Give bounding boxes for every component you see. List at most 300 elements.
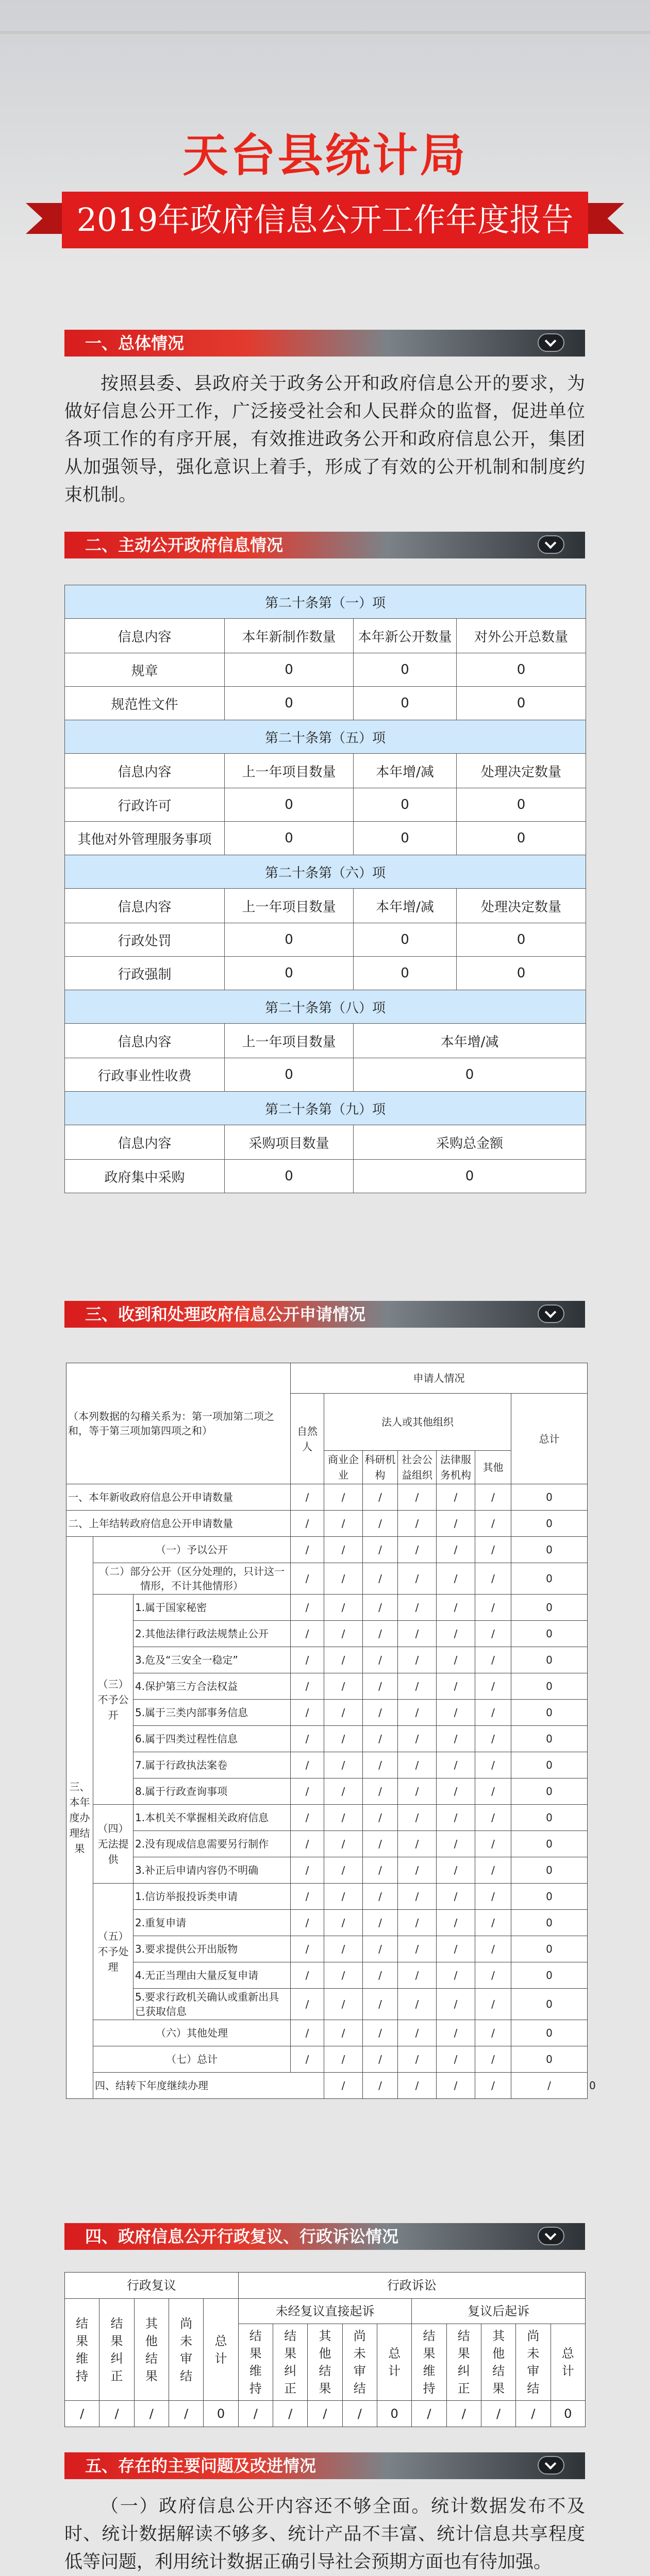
cell: /: [324, 1962, 363, 1989]
cell: /: [475, 1962, 511, 1989]
chevron-down-icon[interactable]: [538, 2227, 564, 2245]
cell-total: 0: [511, 1484, 588, 1511]
column-header: 结果维持: [412, 2324, 446, 2401]
cell: /: [363, 1484, 398, 1511]
cell: /: [342, 2401, 377, 2427]
cell: /: [291, 1962, 324, 1989]
cell: /: [324, 1805, 363, 1831]
row-label: 3.危及“三安全一稳定”: [134, 1647, 291, 1673]
cell: 0: [225, 1160, 354, 1193]
cell-total: 0: [511, 1673, 588, 1700]
cell: /: [324, 1936, 363, 1962]
cell: /: [291, 1910, 324, 1936]
cell: /: [475, 1511, 511, 1537]
page-title: 天台县统计局: [182, 129, 468, 182]
row-label: 4.无正当理由大量反复申请: [134, 1962, 291, 1989]
cell: /: [398, 1778, 437, 1805]
cell: /: [324, 1778, 363, 1805]
cell: /: [324, 1484, 363, 1511]
cell: /: [324, 2073, 363, 2099]
cell: 0: [354, 788, 457, 822]
cell: /: [437, 1805, 475, 1831]
row-label: 3.要求提供公开出版物: [134, 1936, 291, 1962]
group-title: 第二十条第（一）项: [65, 585, 586, 619]
cell: 0: [354, 687, 457, 720]
cell: /: [437, 1511, 475, 1537]
cell: /: [324, 1726, 363, 1752]
column-header: 信息内容: [65, 754, 225, 788]
cell: /: [475, 1910, 511, 1936]
row-label: 1.本机关不掌握相关政府信息: [134, 1805, 291, 1831]
cell: /: [363, 2046, 398, 2073]
column-header: 结果纠正: [99, 2299, 134, 2401]
cell-total: 0: [511, 1910, 588, 1936]
cell-total: 0: [511, 1857, 588, 1884]
row-label: 3.补正后申请内容仍不明确: [134, 1857, 291, 1884]
cell: /: [291, 1700, 324, 1726]
column-header: 尚未审结: [342, 2324, 377, 2401]
cell: /: [475, 1673, 511, 1700]
cell: /: [437, 1857, 475, 1884]
cell: /: [291, 1857, 324, 1884]
cell: /: [398, 1884, 437, 1910]
cell: /: [324, 1910, 363, 1936]
cell-total: 0: [511, 1962, 588, 1989]
cell: /: [437, 1752, 475, 1778]
cell: /: [398, 1647, 437, 1673]
cell: /: [324, 2046, 363, 2073]
cell: /: [291, 1726, 324, 1752]
group-title: 第二十条第（九）项: [65, 1092, 586, 1125]
cell: /: [291, 1484, 324, 1511]
row-label: 2.没有现成信息需要另行制作: [134, 1831, 291, 1857]
cell: /: [398, 1673, 437, 1700]
cell: /: [437, 1910, 475, 1936]
cell: /: [363, 1910, 398, 1936]
column-header: 结果维持: [65, 2299, 99, 2401]
cell: /: [291, 1752, 324, 1778]
cell-total: 0: [511, 1778, 588, 1805]
cell: /: [291, 1936, 324, 1962]
column-header: 上一年项目数量: [225, 889, 354, 923]
cell: /: [324, 1752, 363, 1778]
cell: /: [437, 1936, 475, 1962]
cell: /: [324, 1621, 363, 1647]
cell: /: [291, 1647, 324, 1673]
cell: /: [481, 2401, 515, 2427]
cell: 0: [457, 788, 586, 822]
group-title: 第二十条第（五）项: [65, 720, 586, 754]
column-header: 上一年项目数量: [225, 1024, 354, 1058]
cell-total: 0: [511, 1989, 588, 2020]
overview-paragraph: 按照县委、县政府关于政务公开和政府信息公开的要求，为做好信息公开工作，广泛接受社会和人民群众的监督，促进单位各项工作的有序开展，有效推进政务公开和政府信息公开，集团从加强领导，强化意识上着手，形成了有效的公开机制和制度约束机制。: [64, 374, 585, 505]
cell: /: [398, 1910, 437, 1936]
cell: /: [324, 1595, 363, 1621]
cell: /: [516, 2401, 551, 2427]
active-disclosure-table: [64, 585, 586, 1193]
cell: /: [475, 1726, 511, 1752]
subgroup-label: （五）不予处理: [93, 1884, 134, 2020]
row-label: 2.其他法律行政法规禁止公开: [134, 1621, 291, 1647]
column-header: 尚未审结: [516, 2324, 551, 2401]
cell: 0: [457, 822, 586, 855]
column-header: 本年新制作数量: [225, 619, 354, 653]
cell-total: 0: [511, 1884, 588, 1910]
section-label: 一、总体情况: [85, 333, 185, 353]
row-label: 2.重复申请: [134, 1910, 291, 1936]
problem-paragraph: （一）政府信息公开内容还不够全面。统计数据发布不及时、统计数据解读不够多、统计产品不丰富、统计信息共享程度低等问题，利用统计数据正确引导社会预期方面也有待加强。: [64, 2496, 585, 2572]
cell-total: 0: [511, 1511, 588, 1537]
row-label: （二）部分公开（区分处理的，只计这一情形，不计其他情形）: [93, 1563, 291, 1595]
column-header: 上一年项目数量: [225, 754, 354, 788]
cell: /: [437, 1962, 475, 1989]
cell: /: [169, 2401, 203, 2427]
column-header: 信息内容: [65, 619, 225, 653]
cell: /: [99, 2401, 134, 2427]
cell: /: [291, 1831, 324, 1857]
column-header: 行政复议: [65, 2273, 239, 2299]
column-header: 结果纠正: [273, 2324, 307, 2401]
column-header: 总计: [551, 2324, 585, 2401]
cell: /: [65, 2401, 99, 2427]
cell: /: [475, 2020, 511, 2046]
cell: /: [324, 1989, 363, 2020]
group-label: 三、本年度办理结果: [66, 1537, 93, 2099]
cell: 0: [457, 957, 586, 990]
column-header: 科研机构: [363, 1451, 398, 1484]
cell: /: [475, 1563, 511, 1595]
column-header: 本年新公开数量: [354, 619, 457, 653]
cell: 0: [225, 653, 354, 687]
row-label: 其他对外管理服务事项: [65, 822, 225, 855]
cell: /: [475, 1484, 511, 1511]
cell: /: [398, 1805, 437, 1831]
cell: /: [363, 1962, 398, 1989]
cell-total: 0: [511, 1936, 588, 1962]
cell: /: [437, 1778, 475, 1805]
row-label: （一）予以公开: [93, 1537, 291, 1563]
section-label: 三、收到和处理政府信息公开申请情况: [85, 1304, 366, 1324]
row-label: （七）总计: [93, 2046, 291, 2073]
column-header: 法人或其他组织: [324, 1394, 511, 1451]
cell: 0: [225, 788, 354, 822]
chevron-down-icon[interactable]: [538, 535, 564, 554]
cell: /: [398, 1537, 437, 1563]
cell: /: [291, 2046, 324, 2073]
column-header: 总计: [511, 1394, 588, 1484]
column-header: 其他结果: [134, 2299, 169, 2401]
cell: /: [437, 1537, 475, 1563]
review-lawsuit-table: [64, 2272, 586, 2427]
cell: /: [363, 1537, 398, 1563]
cell-total: 0: [511, 1647, 588, 1673]
cell: /: [363, 1884, 398, 1910]
section-header-applications[interactable]: [64, 1301, 585, 1328]
group-title: 第二十条第（六）项: [65, 855, 586, 889]
section-header-review[interactable]: [64, 2223, 585, 2250]
column-header: 处理决定数量: [457, 889, 586, 923]
cell: /: [324, 1537, 363, 1563]
cell: /: [291, 1537, 324, 1563]
cell: /: [437, 1595, 475, 1621]
cell: /: [363, 1726, 398, 1752]
cell: 0: [457, 687, 586, 720]
cell: /: [291, 1511, 324, 1537]
cell: /: [363, 1805, 398, 1831]
cell: /: [324, 1511, 363, 1537]
column-header: 其他: [475, 1451, 511, 1484]
cell: 0: [225, 957, 354, 990]
cell: /: [437, 1726, 475, 1752]
cell: /: [398, 1511, 437, 1537]
row-label: 7.属于行政执法案卷: [134, 1752, 291, 1778]
row-label: 二、上年结转政府信息公开申请数量: [66, 1511, 291, 1537]
cell-total: 0: [511, 1831, 588, 1857]
cell: /: [475, 1989, 511, 2020]
cell: /: [238, 2401, 273, 2427]
row-label: 6.属于四类过程性信息: [134, 1726, 291, 1752]
cell-total: 0: [511, 1726, 588, 1752]
cell: /: [363, 1595, 398, 1621]
cell: /: [324, 1563, 363, 1595]
cell: /: [363, 1647, 398, 1673]
cell: /: [475, 2046, 511, 2073]
cell: /: [475, 1700, 511, 1726]
cell: /: [398, 1726, 437, 1752]
cell: /: [437, 1700, 475, 1726]
column-header: 信息内容: [65, 1125, 225, 1160]
column-header: 本年增/减: [354, 1024, 586, 1058]
cell: /: [291, 1563, 324, 1595]
cell: 0: [225, 923, 354, 957]
cell: /: [324, 1831, 363, 1857]
cell: /: [291, 1884, 324, 1910]
cell-total: 0: [511, 1595, 588, 1621]
group-title: 第二十条第（八）项: [65, 990, 586, 1024]
section-label: 五、存在的主要问题及改进情况: [85, 2456, 316, 2476]
cell: /: [475, 1936, 511, 1962]
column-header: 其他结果: [481, 2324, 515, 2401]
cell: /: [475, 2073, 511, 2099]
cell: /: [308, 2401, 342, 2427]
cell: /: [398, 2073, 437, 2099]
column-header: 其他结果: [308, 2324, 342, 2401]
cell: /: [363, 1563, 398, 1595]
row-label: 行政强制: [65, 957, 225, 990]
cell: /: [475, 1884, 511, 1910]
cell: /: [324, 2020, 363, 2046]
cell: /: [437, 1647, 475, 1673]
cell: /: [134, 2401, 169, 2427]
row-label: 5.要求行政机关确认或重新出具已获取信息: [134, 1989, 291, 2020]
cell: /: [475, 1778, 511, 1805]
cell: /: [437, 1673, 475, 1700]
cell: /: [475, 1831, 511, 1857]
cell: /: [291, 1989, 324, 2020]
row-label: 规范性文件: [65, 687, 225, 720]
problems-paragraphs: [64, 2493, 585, 2576]
cell: /: [437, 1484, 475, 1511]
cell: /: [363, 1778, 398, 1805]
cell: /: [363, 2020, 398, 2046]
row-label: 1.属于国家秘密: [134, 1595, 291, 1621]
column-header: 复议后起诉: [412, 2299, 586, 2324]
column-header: 社会公益组织: [398, 1451, 437, 1484]
cell: /: [437, 1831, 475, 1857]
top-stripe: [0, 31, 650, 34]
section-header-overview[interactable]: [64, 330, 585, 357]
column-header: 行政诉讼: [238, 2273, 585, 2299]
cell: 0: [225, 1058, 354, 1092]
cell-total: 0: [511, 1805, 588, 1831]
row-label: 5.属于三类内部事务信息: [134, 1700, 291, 1726]
cell-total: 0: [511, 1621, 588, 1647]
cell: /: [363, 1673, 398, 1700]
column-header: 采购总金额: [354, 1125, 586, 1160]
cell: /: [291, 1673, 324, 1700]
cell: /: [363, 1511, 398, 1537]
chevron-down-icon[interactable]: [538, 2456, 564, 2475]
cell-total: 0: [511, 2020, 588, 2046]
cell: /: [291, 1595, 324, 1621]
cell: /: [398, 1962, 437, 1989]
cell: /: [291, 1621, 324, 1647]
cell: /: [437, 1563, 475, 1595]
cell: 0: [225, 822, 354, 855]
column-header: 本年增/减: [354, 754, 457, 788]
row-label: 四、结转下年度继续办理: [93, 2073, 324, 2099]
table-note: （本列数据的勾稽关系为：第一项加第二项之和，等于第三项加第四项之和）: [66, 1363, 291, 1484]
column-header: 结果纠正: [446, 2324, 481, 2401]
cell: /: [363, 2073, 398, 2099]
cell: /: [475, 1595, 511, 1621]
column-header: 结果维持: [238, 2324, 273, 2401]
cell: /: [324, 1673, 363, 1700]
subgroup-label: （四）无法提供: [93, 1805, 134, 1884]
cell: 0: [225, 687, 354, 720]
subtitle-banner: [26, 192, 624, 248]
cell: 0: [354, 653, 457, 687]
cell: /: [363, 1621, 398, 1647]
cell: /: [475, 1857, 511, 1884]
section-label: 四、政府信息公开行政复议、行政诉讼情况: [85, 2227, 399, 2246]
cell: /: [363, 1700, 398, 1726]
cell: /: [398, 1989, 437, 2020]
cell: /: [398, 1752, 437, 1778]
cell: /: [511, 2073, 588, 2099]
cell: /: [291, 1778, 324, 1805]
report-subtitle: 2019年政府信息公开工作年度报告: [76, 201, 574, 239]
row-label: 8.属于行政查询事项: [134, 1778, 291, 1805]
cell: /: [475, 1805, 511, 1831]
cell: /: [437, 2046, 475, 2073]
column-header: 未经复议直接起诉: [238, 2299, 412, 2324]
section-header-problems[interactable]: [64, 2452, 585, 2479]
row-label: 政府集中采购: [65, 1160, 225, 1193]
column-header: 对外公开总数量: [457, 619, 586, 653]
cell: 0: [457, 923, 586, 957]
cell-total: 0: [511, 2046, 588, 2073]
column-header: 自然人: [291, 1394, 324, 1484]
row-label: （六）其他处理: [93, 2020, 291, 2046]
cell: /: [475, 1647, 511, 1673]
row-label: 规章: [65, 653, 225, 687]
column-header: 总计: [204, 2299, 238, 2401]
cell: /: [398, 2020, 437, 2046]
cell: /: [398, 1700, 437, 1726]
cell: 0: [551, 2401, 585, 2427]
column-header: 总计: [377, 2324, 411, 2401]
cell: 0: [354, 1058, 586, 1092]
subgroup-label: （三）不予公开: [93, 1595, 134, 1805]
cell: /: [437, 2020, 475, 2046]
applications-table: （本列数据的勾稽关系为：第一项加第二项之和，等于第三项加第四项之和） 申请人情况 自然人 法人或其他组织 总计 商业企业 科研机构 社会公益组织 法律服务机构 其他 一、本年新收政府信息公开申请数量 / / / / / / 0 二、上年结转政府信息公开申请数量 / / / / / / 0 三、本年度办理结果 （一）予以公开 / / / / / / 0 （二）部分公开（区分处理的，只计这一情形，不计其他情形） / / / / / / 0 （三）不予公开 1.属于国家秘密 / / / / / / 0 2.其他法律行政法规禁止公开 / / / / / / 0 3.危及“三安全一稳定” / / / / / / 0 4.保护第三方合法权益 / / / / / / 0 5.属于三类内部事务信息 / / / / / / 0 6.属于四类过程性信息 / / / / / / 0 7.属于行政执法案卷 / / / / / / 0 8.属于行政查询事项 / / / / / / 0 （四）无法提供 1.本机关不掌握相关政府信息 / / / / / / 0 2.没有现成信息需要另行制作 / / / / / / 0 3.补正后申请内容仍不明确 / / / / / / 0 （五）不予处理 1.信访举报投诉类申请 / / / / / / 0 2.重复申请 / / / / / / 0 3.要求提供公开出版物 / / / / / / 0 4.无正当理由大量反复申请 / / / / / / 0 5.要求行政机关确认或重新出具已获取信息 / / / / / / 0 （六）其他处理 / / / / / / 0 （七）总计 / / / / / / 0 四、结转下年度继续办理 / / / / / / 0: [66, 1363, 588, 2099]
cell: /: [398, 1621, 437, 1647]
cell: /: [363, 1936, 398, 1962]
cell: /: [363, 1752, 398, 1778]
cell: 0: [354, 923, 457, 957]
cell-total: 0: [511, 1563, 588, 1595]
column-header: 本年增/减: [354, 889, 457, 923]
cell: /: [412, 2401, 446, 2427]
cell-total: 0: [511, 1700, 588, 1726]
cell: /: [291, 2020, 324, 2046]
cell: /: [475, 1537, 511, 1563]
cell: /: [437, 1989, 475, 2020]
cell: /: [398, 1563, 437, 1595]
row-label: 行政处罚: [65, 923, 225, 957]
section-header-active-disclosure[interactable]: [64, 532, 585, 558]
cell: /: [324, 1647, 363, 1673]
cell: 0: [354, 957, 457, 990]
cell: /: [398, 1831, 437, 1857]
chevron-down-icon[interactable]: [538, 1304, 564, 1323]
cell: /: [437, 1621, 475, 1647]
cell: /: [475, 1621, 511, 1647]
row-label: 行政事业性收费: [65, 1058, 225, 1092]
column-header: 尚未审结: [169, 2299, 203, 2401]
cell: /: [398, 1936, 437, 1962]
chevron-down-icon[interactable]: [538, 333, 564, 352]
cell: /: [324, 1884, 363, 1910]
cell: /: [437, 1884, 475, 1910]
cell: 0: [377, 2401, 411, 2427]
column-header: 信息内容: [65, 889, 225, 923]
section-label: 二、主动公开政府信息情况: [85, 535, 284, 555]
column-header: 申请人情况: [291, 1363, 588, 1394]
row-label: 行政许可: [65, 788, 225, 822]
cell: /: [363, 1989, 398, 2020]
row-label: 4.保护第三方合法权益: [134, 1673, 291, 1700]
cell: /: [437, 2073, 475, 2099]
cell: 0: [204, 2401, 238, 2427]
cell: /: [324, 1857, 363, 1884]
cell: /: [363, 1857, 398, 1884]
cell: /: [446, 2401, 481, 2427]
row-label: 一、本年新收政府信息公开申请数量: [66, 1484, 291, 1511]
cell: 0: [457, 653, 586, 687]
cell-total: 0: [511, 1537, 588, 1563]
column-header: 商业企业: [324, 1451, 363, 1484]
column-header: 信息内容: [65, 1024, 225, 1058]
cell: /: [398, 1484, 437, 1511]
cell: /: [363, 1831, 398, 1857]
cell: 0: [354, 1160, 586, 1193]
cell: /: [398, 1595, 437, 1621]
column-header: 采购项目数量: [225, 1125, 354, 1160]
cell: /: [398, 2046, 437, 2073]
cell: /: [273, 2401, 307, 2427]
